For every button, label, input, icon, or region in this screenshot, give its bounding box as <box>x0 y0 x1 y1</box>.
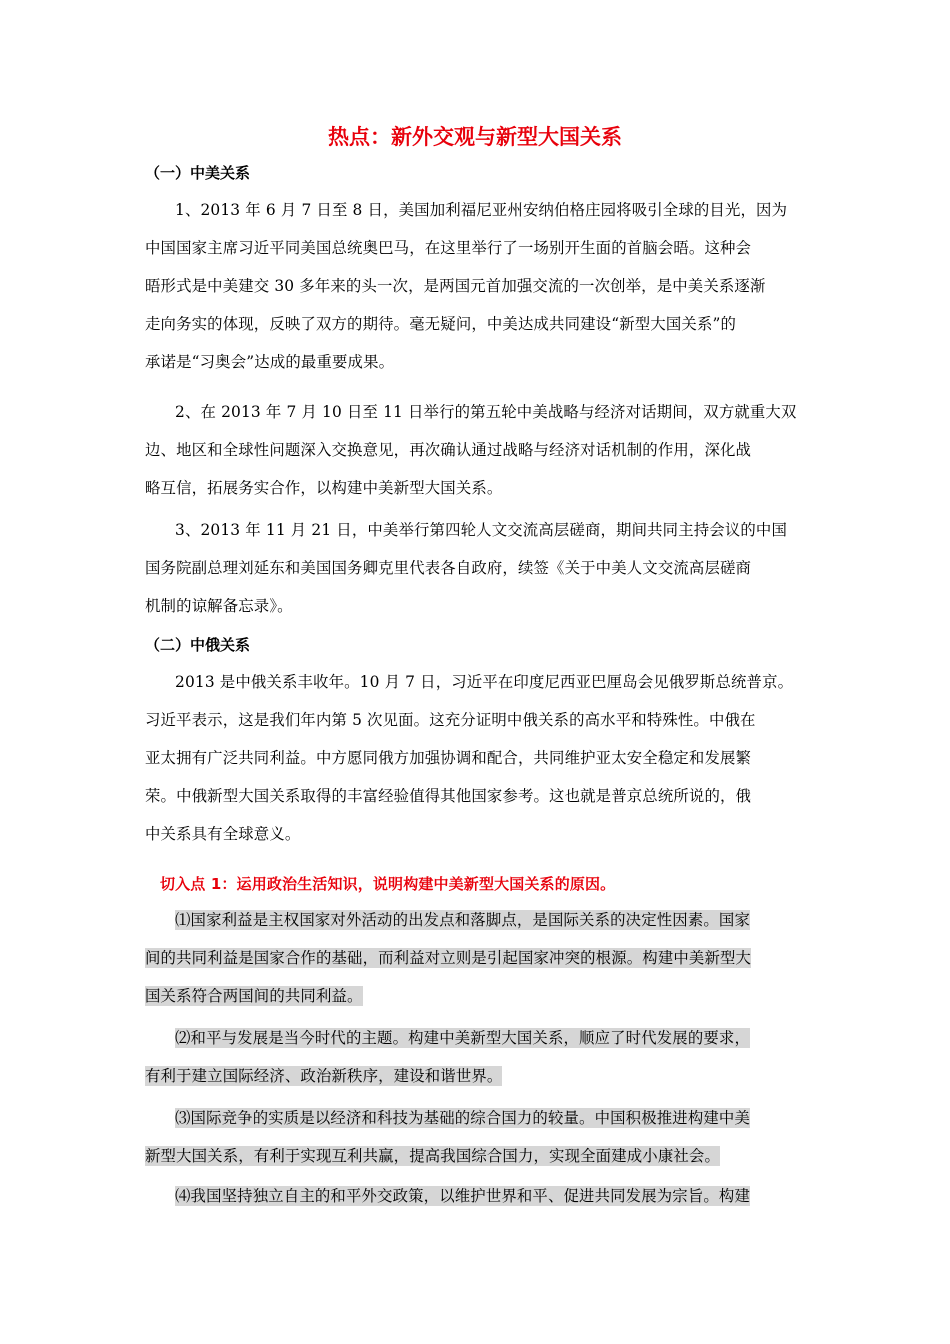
answer-line <box>145 1144 720 1168</box>
section-heading-sino-russia: （二）中俄关系 <box>145 636 251 654</box>
answer-line <box>175 1106 750 1130</box>
paragraph-line: 略互信，拓展务实合作，以构建中美新型大国关系。 <box>145 479 503 497</box>
paragraph-line: 承诺是“习奥会”达成的最重要成果。 <box>145 353 395 371</box>
paragraph-line: 中国国家主席习近平同美国总统奥巴马，在这里举行了一场别开生面的首脑会晤。这种会 <box>145 239 752 257</box>
highlighted-text: 间的共同利益是国家合作的基础，而利益对立则是引起国家冲突的根源。构建中美新型大 <box>145 949 752 967</box>
paragraph-line: 亚太拥有广泛共同利益。中方愿同俄方加强协调和配合，共同维护亚太安全稳定和发展繁 <box>145 749 752 767</box>
highlighted-text: ⑵和平与发展是当今时代的主题。构建中美新型大国关系，顺应了时代发展的要求， <box>175 1029 751 1047</box>
paragraph-line: 机制的谅解备忘录》。 <box>145 597 293 615</box>
section-heading-sino-us: （一）中美关系 <box>145 164 251 182</box>
highlighted-text: 国关系符合两国间的共同利益。 <box>145 987 363 1005</box>
paragraph-line: 3、2013 年 11 月 21 日，中美举行第四轮人文交流高层磋商，期间共同主持会议的中国 <box>175 521 787 539</box>
answer-line <box>175 1184 750 1208</box>
paragraph-line: 中关系具有全球意义。 <box>145 825 301 843</box>
highlighted-text: 有利于建立国际经济、政治新秩序，建设和谐世界。 <box>145 1067 503 1085</box>
paragraph-line: 习近平表示，这是我们年内第 5 次见面。这充分证明中俄关系的高水平和特殊性。中俄在 <box>145 711 756 729</box>
keypoint-heading: 切入点 1：运用政治生活知识，说明构建中美新型大国关系的原因。 <box>160 875 616 893</box>
highlighted-text: ⑷我国坚持独立自主的和平外交政策，以维护世界和平、促进共同发展为宗旨。构建 <box>175 1187 751 1205</box>
highlighted-text: ⑶国际竞争的实质是以经济和科技为基础的综合国力的较量。中国积极推进构建中美 <box>175 1109 751 1127</box>
document-title: 热点：新外交观与新型大国关系 <box>328 125 622 149</box>
paragraph-line: 边、地区和全球性问题深入交换意见，再次确认通过战略与经济对话机制的作用，深化战 <box>145 441 752 459</box>
paragraph-line: 荣。中俄新型大国关系取得的丰富经验值得其他国家参考。这也就是普京总统所说的，俄 <box>145 787 752 805</box>
paragraph-line: 走向务实的体现，反映了双方的期待。毫无疑问，中美达成共同建设“新型大国关系”的 <box>145 315 737 333</box>
paragraph-line: 国务院副总理刘延东和美国国务卿克里代表各自政府，续签《关于中美人文交流高层磋商 <box>145 559 752 577</box>
paragraph-line: 2013 是中俄关系丰收年。10 月 7 日，习近平在印度尼西亚巴厘岛会见俄罗斯总统普京。 <box>175 673 794 691</box>
answer-line <box>175 1026 750 1050</box>
paragraph-line: 2、在 2013 年 7 月 10 日至 11 日举行的第五轮中美战略与经济对话期间，双方就重大双 <box>175 403 797 421</box>
answer-line <box>145 984 363 1008</box>
paragraph-line: 晤形式是中美建交 30 多年来的头一次，是两国元首加强交流的一次创举，是中美关系逐渐 <box>145 277 766 295</box>
highlighted-text: ⑴国家利益是主权国家对外活动的出发点和落脚点，是国际关系的决定性因素。国家 <box>175 911 751 929</box>
answer-line <box>175 908 750 932</box>
answer-line <box>145 1064 502 1088</box>
answer-line <box>145 946 751 970</box>
highlighted-text: 新型大国关系，有利于实现互利共赢，提高我国综合国力，实现全面建成小康社会。 <box>145 1147 721 1165</box>
paragraph-line: 1、2013 年 6 月 7 日至 8 日，美国加利福尼亚州安纳伯格庄园将吸引全球的目光，因为 <box>175 201 788 219</box>
